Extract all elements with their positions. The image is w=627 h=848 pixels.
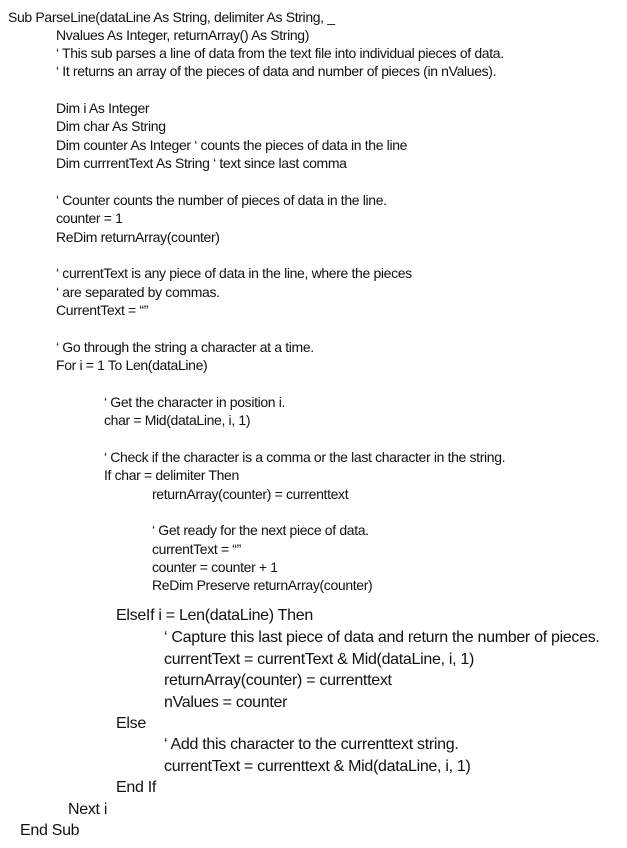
code-line: currentText = currentText & Mid(dataLine, i, 1) <box>164 651 475 668</box>
code-line: ReDim returnArray(counter) <box>56 229 220 245</box>
code-line: CurrentText = “” <box>56 302 149 318</box>
code-comment: ‘ Add this character to the currenttext string. <box>164 736 459 753</box>
code-line: counter = 1 <box>56 210 123 226</box>
code-line: ReDim Preserve returnArray(counter) <box>152 577 373 593</box>
code-line: Next i <box>68 801 108 818</box>
code-comment: ‘ Get ready for the next piece of data. <box>152 522 369 538</box>
code-comment: ‘ Counter counts the number of pieces of data in the line. <box>56 192 387 208</box>
code-line: currentText = currenttext & Mid(dataLine, i, 1) <box>164 758 471 775</box>
code-line: Else <box>116 715 146 732</box>
code-line: returnArray(counter) = currenttext <box>164 672 392 689</box>
code-line: nValues = counter <box>164 694 288 711</box>
code-line: Nvalues As Integer, returnArray() As String) <box>56 27 310 43</box>
code-line: Dim char As String <box>56 118 166 134</box>
code-comment: ‘ This sub parses a line of data from the text file into individual pieces of data. <box>56 45 504 61</box>
code-line: End If <box>116 779 157 796</box>
code-line: counter = counter + 1 <box>152 559 278 575</box>
code-line: currentText = “” <box>152 541 241 557</box>
code-comment: ‘ Go through the string a character at a time. <box>56 339 314 355</box>
code-line: Dim i As Integer <box>56 100 150 116</box>
code-comment: ‘ are separated by commas. <box>56 284 220 300</box>
code-line: Dim currrentText As String ‘ text since last comma <box>56 155 347 171</box>
code-line: returnArray(counter) = currenttext <box>152 486 349 502</box>
code-line: char = Mid(dataLine, i, 1) <box>104 412 251 428</box>
code-line: ElseIf i = Len(dataLine) Then <box>116 607 313 624</box>
code-line: If char = delimiter Then <box>104 467 239 483</box>
code-comment: ‘ currentText is any piece of data in the line, where the pieces <box>56 265 412 281</box>
code-line: For i = 1 To Len(dataLine) <box>56 357 208 373</box>
code-comment: ‘ Get the character in position i. <box>104 394 286 410</box>
code-comment: ‘ It returns an array of the pieces of data and number of pieces (in nValues). <box>56 63 497 79</box>
code-comment: ‘ Capture this last piece of data and return the number of pieces. <box>164 629 600 646</box>
code-line: Sub ParseLine(dataLine As String, delimiter As String, _ <box>8 9 335 25</box>
code-comment: ‘ Check if the character is a comma or the last character in the string. <box>104 449 506 465</box>
code-line: Dim counter As Integer ‘ counts the pieces of data in the line <box>56 137 408 153</box>
code-line: End Sub <box>20 822 80 839</box>
